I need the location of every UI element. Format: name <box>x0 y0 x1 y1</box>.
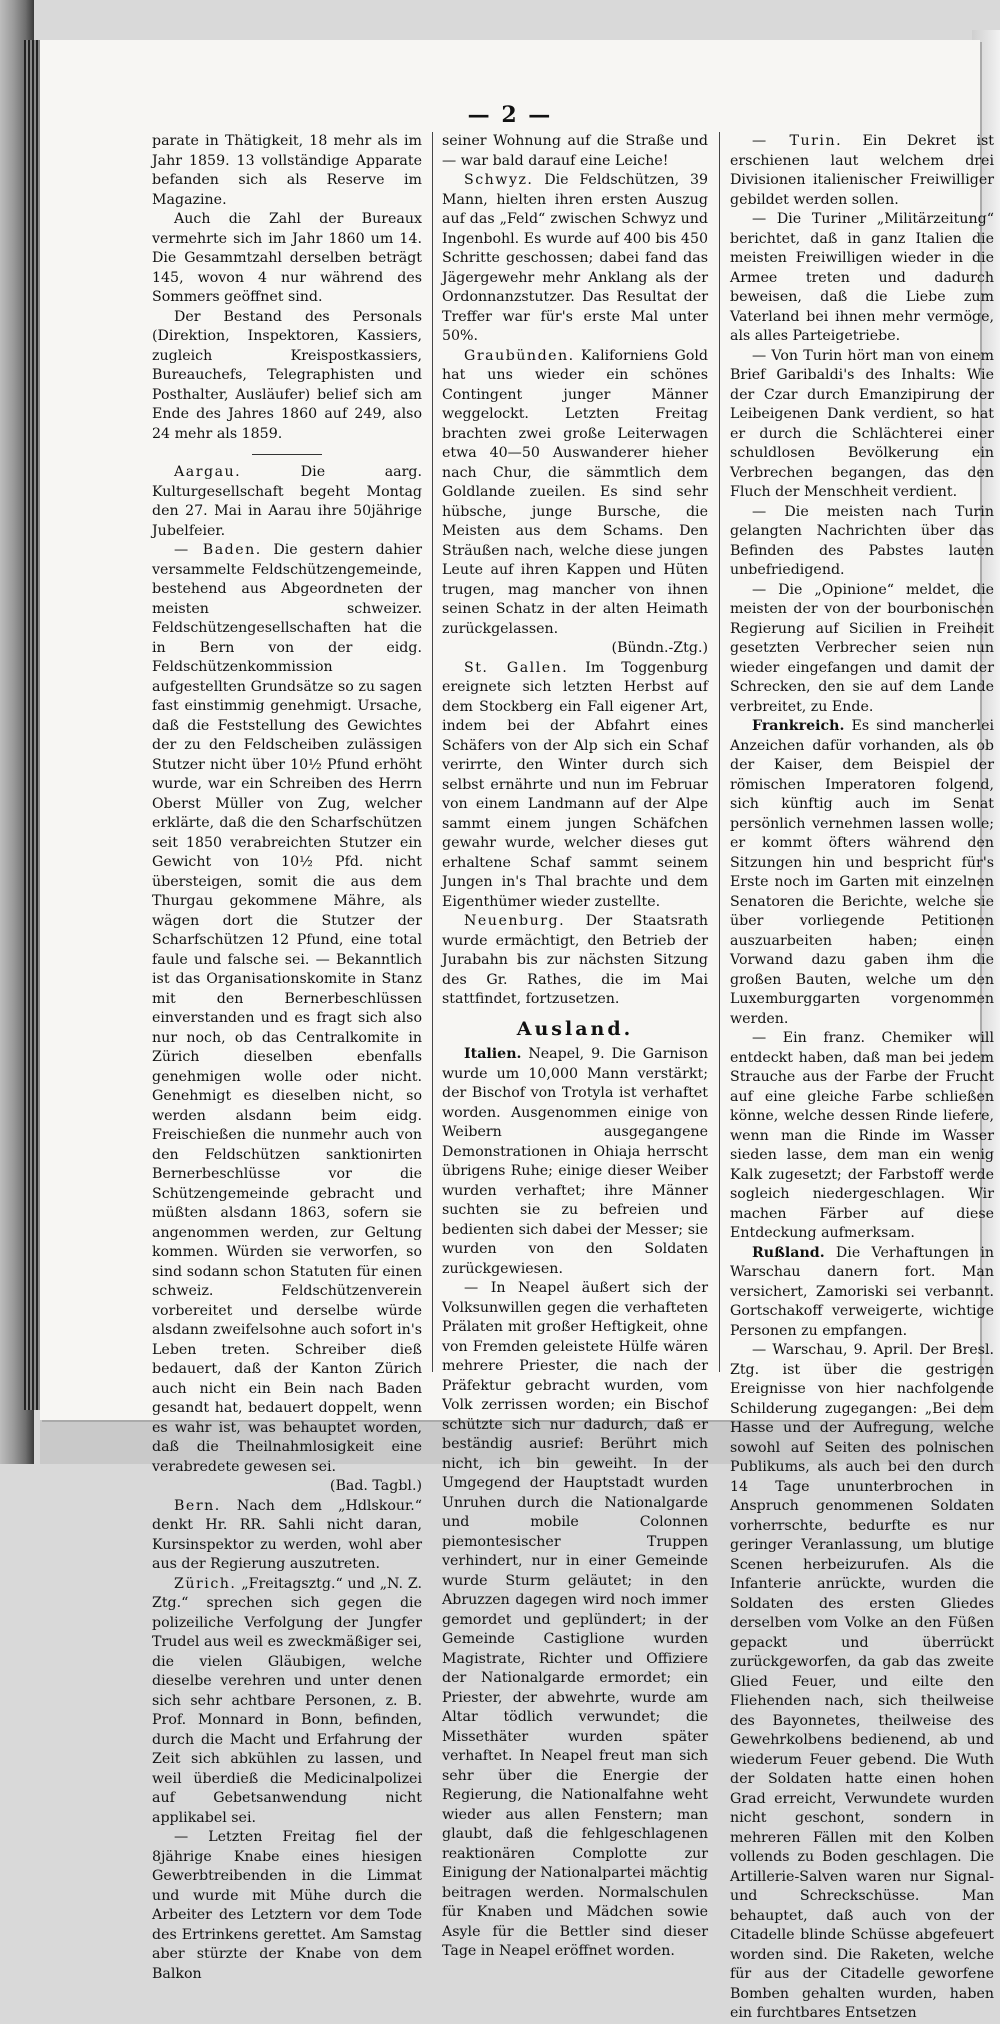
article-paragraph <box>442 171 708 347</box>
page-number: — 2 — <box>467 102 553 128</box>
article-paragraph <box>442 659 708 913</box>
paragraph-text: Die aarg. Kulturgesellschaft begeht Montag den 27. Mai in Aarau ihre 50jährige Jubelfeier. <box>152 464 422 539</box>
newspaper-page <box>40 40 994 2021</box>
source-credit: (Bad. Tagbl.) <box>329 1478 422 1494</box>
article-paragraph <box>442 1279 708 1962</box>
article-paragraph <box>730 581 994 718</box>
column-1 <box>152 132 422 1984</box>
article-paragraph <box>442 1045 708 1279</box>
dateline: Rußland. <box>752 1244 825 1261</box>
paragraph-text: seiner Wohnung auf die Straße und — war bald darauf eine Leiche! <box>442 133 708 169</box>
article-paragraph <box>442 132 708 171</box>
article-paragraph <box>730 1029 994 1244</box>
article-paragraph <box>730 1244 994 1342</box>
dateline: Schwyz. <box>464 172 534 188</box>
dateline: — Baden. <box>174 542 262 558</box>
dateline: — Turin. <box>752 133 843 149</box>
dateline: Aargau. <box>174 464 242 480</box>
section-title: Ausland. <box>516 1017 634 1040</box>
paragraph-text: — Von Turin hört man von einem Brief Garibaldi's des Inhalts: Wie der Czar durch Emanzipirung der Leibeigenen Dank verdient, so hat er durch die Schlächterei einer schuldlosen Bevölkerung ein Verbrechen begangen, das den Fluch der Menschheit verdient. <box>730 347 994 500</box>
paragraph-text: Es sind mancherlei Anzeichen dafür vorhanden, als ob der Kaiser, dem Beispiel der römischen Imperatoren folgend, sich künftig auch im Senat persönlich vernehmen lassen wolle; er kommt öfters während den Sitzungen hin und bespricht für's Erste noch im Garten mit einzelnen Senatoren die Berichte, welche sie über vorliegende Petitionen auszuarbeiten haben; einen Vorwand dazu gaben ihm die großen Bauten, welche um den Luxemburggarten vorgenommen werden. <box>730 718 994 1027</box>
article-paragraph <box>730 717 994 1029</box>
paragraph-text: Nach dem „Hdlskour.“ denkt Hr. RR. Sahli nicht daran, Kursinspektor zu werden, wohl aber aus der Regierung auszutreten. <box>152 1497 422 1572</box>
article-paragraph <box>152 1828 422 1984</box>
article-paragraph <box>442 912 708 1010</box>
paragraph-text: — In Neapel äußert sich der Volksunwillen gegen die verhafteten Prälaten mit großer Heftigkeit, ohne von Fremden geleistete Hülfe wären mehrere Priester, die nach der Präfektur gebracht wurden, vom Volk zerrissen worden; ein Bischof schützte sich nur dadurch, daß er beständig ausrief: Berührt mich nicht, ich bin geweiht. In der Umgegend der Hauptstadt wurden Unruhen durch die Nationalgarde und mobile Colonnen piemontesischer Truppen verhindert, nur in einer Gemeinde wurde Sturm geläutet; in den Abruzzen dagegen wird noch immer gemordet und geplündert; in der Gemeinde Castiglione wurden Magistrate, Richter und Offiziere der Nationalgarde ermordet; ein Priester, der abwehrte, wurde am Altar tödlich verwundet; die Missethäter wurden später verhaftet. In Neapel freut man sich sehr über die Energie der Regierung, die Nationalfahne weht wieder aus allen Fenstern; man glaubt, daß die fehlgeschlagenen reaktionären Complotte zur Einigung der Nationalpartei mächtig beitragen werden. Normalschulen für Knaben und Mädchen sowie Asyle für die Bettler sind dieser Tage in Neapel eröffnet worden. <box>442 1280 708 1959</box>
paragraph-text: Die Verhaftungen in Warschau danern fort. Man versichert, Zamoriski sei verbannt. Gortschakoff verweigerte, wichtige Personen zu empfangen. <box>730 1244 994 1339</box>
dateline: Frankreich. <box>752 718 845 734</box>
paragraph-text: Kaliforniens Gold hat uns wieder ein schönes Contingent junger Männer weggelockt. Letzten Freitag brachten zwei große Leiterwagen etwa 40—50 Auswanderer hieher nach Chur, die sämmtlich dem Goldlande zueilen. Es sind sehr hübsche, junge Bursche, die Meisten aus dem Schams. Den Sträußen nach, welche diese jungen Leute auf ihren Kappen und Hüten trugen, mag mancher von ihnen seinen Schatz in der alten Heimath zurückgelassen. <box>442 347 709 637</box>
paragraph-text: — Die meisten nach Turin gelangten Nachrichten über das Befinden des Pabstes lauten unbefriedigend. <box>730 503 994 578</box>
paragraph-text: — Letzten Freitag fiel der 8jährige Knabe eines hiesigen Gewerbtreibenden in die Limmat und wurde mit Mühe durch die Arbeiter des Letztern vor dem Tode des Ertrinkens gerettet. Am Samstag aber stürzte der Knabe von dem Balkon <box>152 1829 422 1982</box>
article-paragraph <box>730 347 994 503</box>
article-paragraph <box>152 541 422 1477</box>
article-paragraph <box>152 210 422 308</box>
column-3 <box>730 132 994 2024</box>
paragraph-text: Auch die Zahl der Bureaux vermehrte sich im Jahr 1860 um 14. Die Gesammtzahl derselben beträgt 145, wovon 4 nur während des Sommers geöffnet sind. <box>152 211 422 305</box>
paragraph-text: Der Staatsrath wurde ermächtigt, den Betrieb der Jurabahn bis zur nächsten Sitzung des Gr. Rathes, die im Mai stattfindet, fortzusetzen. <box>442 913 708 1007</box>
article-paragraph <box>152 463 422 541</box>
paragraph-text: Ein Dekret ist erschienen laut welchem drei Divisionen italienischer Freiwilliger gebildet werden sollen. <box>730 133 994 208</box>
dateline: Bern. <box>174 1497 221 1514</box>
dateline: Zürich. <box>174 1575 237 1592</box>
article-paragraph <box>152 132 422 210</box>
paragraph-text: Der Bestand des Personals (Direktion, Inspektoren, Kassiers, zugleich Kreispostkassiers, Bureauchefs, Telegraphisten und Posthalter, Ausläufer) belief sich am Ende des Jahres 1860 auf 249, also 24 mehr als 1859. <box>152 308 422 442</box>
article-paragraph <box>152 308 422 445</box>
paragraph-text: Im Toggenburg ereignete sich letzten Herbst auf dem Stockberg ein Fall eigener Art, indem bei der Abfahrt eines Schäfers von der Alp sich ein Schaf verirrte, den Winter durch sich selbst ernährte und nun im Februar von einem Landmann auf der Alpe sammt einem jungen Schäfchen gewahr wurde, welcher dieses gut erhaltene Schaf sammt seinem Jungen in's Thal brachte und dem Eigenthümer wieder zustellte. <box>442 659 708 910</box>
dateline: St. Gallen. <box>464 659 569 676</box>
paragraph-text: Die Feldschützen, 39 Mann, hielten ihren ersten Auszug auf das „Feld“ zwischen Schwyz und Ingenbohl. Es wurde auf 400 bis 450 Schritte geschossen; dabei fand das Jägergewehr mehr Anklang als der Ordonnanzstutzer. Das Resultat der Treffer war für's erste Mal unter 50%. <box>442 172 708 344</box>
article-paragraph <box>152 1575 422 1829</box>
dateline: Neuenburg. <box>464 913 566 929</box>
paragraph-text: Neapel, 9. Die Garnison wurde um 10,000 Mann verstärkt; der Bischof von Trotyla ist verhaftet worden. Ausgenommen einige von Weibern ausgegangene Demonstrationen in Ohiaja herrscht übrigens Ruhe; einige dieser Weiber wurden verhaftet; ihre Männer suchten sie zu befreien und bedienten sich dabei der Messer; sie wurden von den Soldaten zurückgewiesen. <box>442 1046 708 1277</box>
page-stack-edge <box>24 40 40 1410</box>
paragraph-text: — Die „Opinione“ meldet, die meisten der von der bourbonischen Regierung auf Sicilien in Freiheit gesetzten Verbrecher seien nun wieder eingefangen und damit der Schrecken, den sie auf dem Lande verbreitet, zu Ende. <box>730 581 994 715</box>
dateline: Graubünden. <box>464 347 575 364</box>
column-rule-2 <box>719 132 720 1372</box>
column-2 <box>442 132 708 1962</box>
paragraph-text: — Warschau, 9. April. Der Bresl. Ztg. ist über die gestrigen Ereignisse von hier nachfolgende Schilderung zugegangen: „Bei dem Hasse und der Aufregung, welche sowohl auf Seiten des polnischen Publikums, als auch bei den durch 14 Tage ununterbrochen in Anspruch genommenen Soldaten vorherrschte, bedurfte es nur geringer Veranlassung, um blutige Scenen herbeizurufen. Als die Infanterie anrückte, wurden die Soldaten des ersten Gliedes derselben vom Volke an den Füßen gepackt und überrückt zurückgeworfen, da gab das zweite Glied Feuer, und eilte den Fliehenden nach, sich theilweise des Bayonnetes, theilweise des Gewehrkolbens bedienend, ab und wiederum Feuer gebend. Die Wuth der Soldaten hatte einen hohen Grad erreicht, Verwundete wurden nicht geschont, sondern in mehreren Fällen mit den Kolben vollends zu Boden geschlagen. Die Artillerie-Salven waren nur Signal- und Schreckschüsse. Man behauptet, daß auch von der Citadelle blinde Schüsse abgefeuert worden sind. Die Raketen, welche für aus der Citadelle geworfene Bomben gehalten wurden, haben ein furchtbares Entsetzen <box>730 1342 994 2021</box>
paragraph-text: — Ein franz. Chemiker will entdeckt haben, daß man bei jedem Strauche aus der Farbe der Frucht auf eine gleiche Farbe schließen könne, welche dessen Rinde liefere, wenn man die Rinde im Wasser sieden lasse, dem man ein wenig Kalk zugesetzt; der Farbstoff werde sogleich niedergeschlagen. Wir machen Färber auf diese Entdeckung aufmerksam. <box>730 1030 994 1241</box>
paragraph-text: „Freitagsztg.“ und „N. Z. Ztg.“ sprechen sich gegen die polizeiliche Verfolgung der Jungfer Trudel aus weil es zweckmäßiger sei, die vielen Gläubigen, welche dieselbe verehren und unter denen sich sehr achtbare Personen, z. B. Prof. Monnard in Bonn, befinden, durch die Macht und Erfahrung der Zeit sich abkühlen zu lassen, und weil überdieß die Medicinalpolizei auf Gebetsanwendung nicht applikabel sei. <box>152 1575 422 1826</box>
source-credit: (Bündn.-Ztg.) <box>611 640 708 656</box>
section-separator <box>252 454 322 455</box>
paragraph-text: — Die Turiner „Militärzeitung“ berichtet, daß in ganz Italien die meisten Freiwilligen wieder in die Armee treten und dadurch beweisen, daß die Liebe zum Vaterland bei ihnen mehr vermöge, als alles Parteigetriebe. <box>730 211 994 344</box>
article-paragraph <box>730 210 994 347</box>
article-paragraph <box>442 347 708 640</box>
paragraph-text: Die gestern dahier versammelte Feldschützengemeinde, bestehend aus Abgeordneten der meisten schweizer. Feldschützengesellschaften hat die in Bern von der eidg. Feldschützenkommission aufgestellten Grundsätze so zu sagen fast einstimmig genehmigt. Ursache, daß die Feststellung des Gewichtes der zu den Feldscheiben zulässigen Stutzer nicht über 10½ Pfund erhöht wurde, war ein Schreiben des Herrn Oberst Müller von Zug, welcher erklärte, daß die den Scharfschützen seit 1850 verabreichten Stutzer ein Gewicht von 10½ Pfd. nicht übersteigen, somit die aus dem Thurgau gekommene Mähre, als wägen dort die Stutzer der Scharfschützen 12 Pfund, eine total faule und falsche sei. — Bekanntlich ist das Organisationskomite in Stanz mit den Bernerbeschlüssen einverstanden und es fragt sich also nur noch, ob das Centralkomite in Zürich dieselben ebenfalls genehmigen wolle oder nicht. Genehmigt es dieselben nicht, so werden alsdann beim eidg. Freischießen die nunmehr auch von den Feldschützen sanktionirten Bernerbeschlüsse vor die Schützengemeinde gebracht und müßten alsdann 1863, sofern sie angenommen werden, zur Geltung kommen. Würden sie verworfen, so sind sodann schon Statuten für einen schweiz. Feldschützenverein vorbereitet und derselbe würde alsdann zweifelsohne auch sofort in's Leben treten. Schreiber dieß bedauert, daß der Kanton Zürich auch nicht ein Bein nach Baden gesandt hat, bedauert doppelt, wenn es wahr ist, was behauptet worden, daß die Theilnahmlosigkeit eine verabredete gewesen sei. <box>152 542 422 1475</box>
dateline: Italien. <box>464 1046 522 1062</box>
article-paragraph <box>730 503 994 581</box>
article-paragraph <box>152 1497 422 1575</box>
column-rule-1 <box>432 132 433 1372</box>
article-paragraph <box>730 1341 994 2024</box>
paragraph-text: parate in Thätigkeit, 18 mehr als im Jahr 1859. 13 vollständige Apparate befanden sich als Reserve im Magazine. <box>152 133 422 208</box>
article-paragraph <box>730 132 994 210</box>
